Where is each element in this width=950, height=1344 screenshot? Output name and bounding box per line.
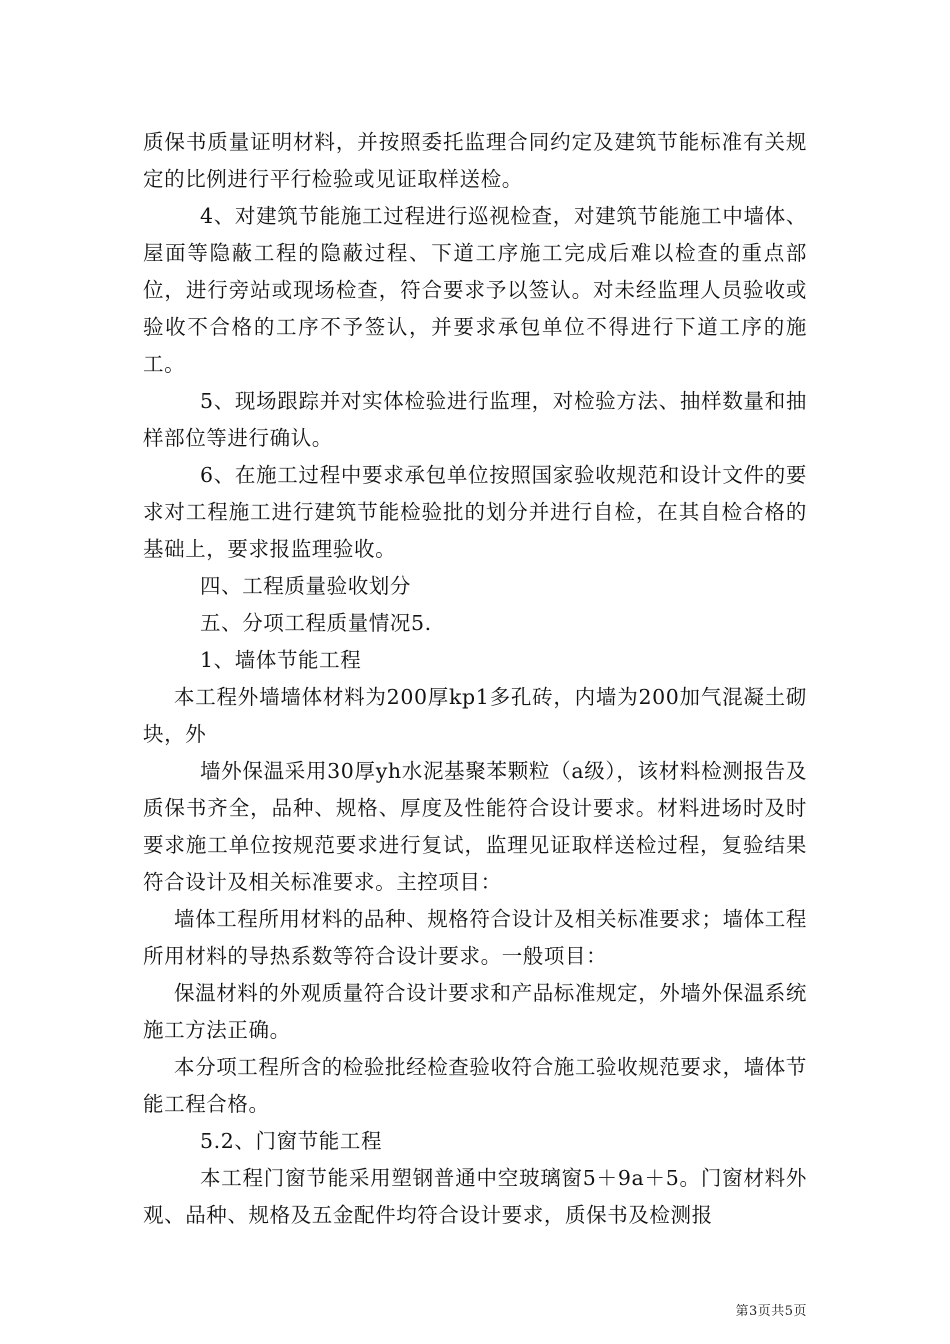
paragraph-wall-conclusion: 本分项工程所含的检验批经检查验收符合施工验收规范要求，墙体节能工程合格。: [143, 1055, 807, 1116]
paragraph-item-6: 6、在施工过程中要求承包单位按照国家验收规范和设计文件的要求对工程施工进行建筑节能检验批的划分并进行自检，在其自检合格的基础上，要求报监理验收。: [143, 463, 807, 561]
paragraph-wall-insulation: 墙外保温采用30厚yh水泥基聚苯颗粒（a级），该材料检测报告及质保书齐全，品种、规格、厚度及性能符合设计要求。材料进场时及时要求施工单位按规范要求进行复试，监理见证取样送检过程，复验结果符合设计及相关标准要求。主控项目：: [143, 759, 807, 894]
subsection-heading-windows: 5.2、门窗节能工程: [200, 1129, 383, 1153]
section-heading-4: 四、工程质量验收划分: [200, 574, 411, 598]
paragraph-main-control: 墙体工程所用材料的品种、规格符合设计及相关标准要求；墙体工程所用材料的导热系数等符合设计要求。一般项目：: [143, 907, 807, 968]
paragraph-general-items: 保温材料的外观质量符合设计要求和产品标准规定，外墙外保温系统施工方法正确。: [143, 981, 807, 1042]
paragraph-windows-materials: 本工程门窗节能采用塑钢普通中空玻璃窗5＋9a＋5。门窗材料外观、品种、规格及五金配件均符合设计要求，质保书及检测报: [143, 1166, 807, 1227]
paragraph-item-5: 5、现场跟踪并对实体检验进行监理，对检验方法、抽样数量和抽样部位等进行确认。: [143, 389, 807, 450]
subsection-heading-wall: 1、墙体节能工程: [200, 648, 362, 672]
paragraph-wall-materials: 本工程外墙墙体材料为200厚kp1多孔砖，内墙为200加气混凝土砌块，外: [143, 685, 807, 746]
section-heading-5: 五、分项工程质量情况5.: [200, 611, 432, 635]
page-number: 第3页共5页: [735, 1304, 807, 1319]
paragraph-item-4: 4、对建筑节能施工过程进行巡视检查，对建筑节能施工中墙体、屋面等隐蔽工程的隐蔽过程、下道工序施工完成后难以检查的重点部位，进行旁站或现场检查，符合要求予以签认。对未经监理人员验收或验收不合格的工序不予签认，并要求承包单位不得进行下道工序的施工。: [143, 204, 807, 376]
document-body: [143, 124, 807, 1234]
paragraph-materials-cert: 质保书质量证明材料，并按照委托监理合同约定及建筑节能标准有关规定的比例进行平行检验或见证取样送检。: [143, 130, 807, 191]
